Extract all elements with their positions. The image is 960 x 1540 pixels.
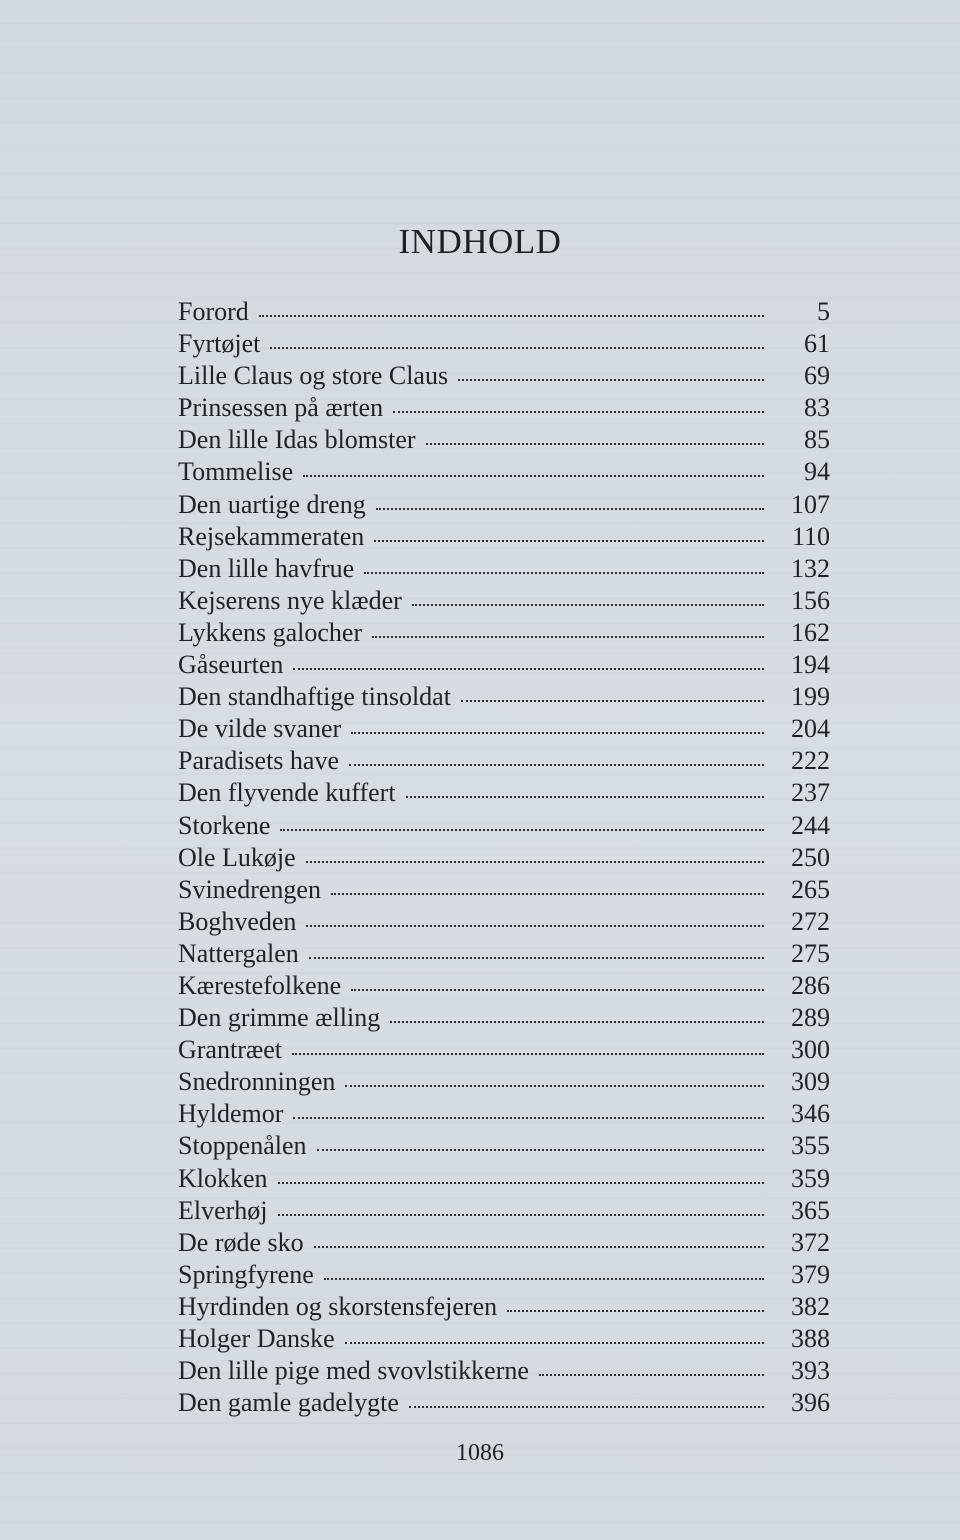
toc-entry [178, 1227, 830, 1259]
dot-leader [458, 379, 764, 381]
toc-entry [178, 681, 830, 713]
dot-leader [314, 1246, 764, 1248]
toc-entry-title: Den standhaftige tinsoldat [178, 682, 451, 712]
toc-entry [178, 521, 830, 553]
toc-entry-page: 379 [791, 1259, 830, 1289]
toc-entry-page: 388 [791, 1324, 830, 1353]
toc-entry [178, 1259, 830, 1291]
toc-entry-title: Den gamle gadelygte [178, 1388, 399, 1418]
toc-entry [178, 970, 830, 1002]
dot-leader [278, 1214, 764, 1216]
dot-leader [303, 475, 764, 477]
dot-leader [345, 1342, 764, 1344]
toc-entry [178, 1163, 830, 1195]
toc-entry [178, 745, 830, 777]
toc-entry-page: 199 [791, 682, 830, 712]
toc-entry-title: Den flyvende kuffert [178, 778, 396, 808]
toc-entry [178, 1130, 830, 1162]
toc-entry-title: Grantræet [178, 1035, 282, 1065]
toc-entry-title: Den lille pige med svovlstikkerne [178, 1356, 529, 1386]
toc-entry [178, 617, 830, 649]
toc-entry-page: 286 [791, 970, 830, 1000]
toc-entry [178, 553, 830, 585]
toc-entry-page: 162 [791, 617, 830, 647]
toc-entry-page: 69 [804, 361, 830, 391]
toc-entry-page: 359 [791, 1163, 830, 1193]
toc-entry [178, 1195, 830, 1227]
toc-entry-page: 365 [791, 1195, 830, 1225]
toc-entry-title: Prinsessen på ærten [178, 393, 384, 423]
toc-entry-title: Nattergalen [178, 938, 299, 968]
toc-entry [178, 360, 830, 392]
dot-leader [461, 700, 764, 702]
toc-entry [178, 842, 830, 874]
dot-leader [292, 1053, 764, 1055]
toc-entry-page: 85 [804, 425, 830, 455]
toc-entry-page: 83 [804, 393, 830, 423]
toc-entry-title: Stoppenålen [178, 1131, 307, 1161]
dot-leader [306, 925, 764, 927]
page-title: INDHOLD [398, 222, 562, 261]
dot-leader [351, 989, 764, 991]
dot-leader [539, 1374, 764, 1376]
toc-entry-page: 237 [791, 778, 830, 808]
toc-entry-page: 194 [791, 650, 830, 680]
toc-entry [178, 392, 830, 424]
dot-leader [426, 443, 764, 445]
dot-leader [412, 604, 764, 606]
toc-entry-title: Den lille Idas blomster [178, 425, 416, 455]
toc-entry-title: Den lille havfrue [178, 553, 355, 583]
dot-leader [372, 636, 764, 638]
toc-entry [178, 328, 830, 360]
dot-leader [306, 861, 764, 863]
toc-entry-page: 244 [791, 810, 830, 840]
toc-entry-page: 250 [791, 842, 830, 872]
toc-entry-title: Svinedrengen [178, 874, 321, 904]
dot-leader [349, 764, 764, 766]
toc-entry-page: 222 [791, 746, 830, 776]
toc-entry-title: Rejsekammeraten [178, 521, 365, 551]
toc-entry [178, 1291, 830, 1323]
toc-entry [178, 1387, 830, 1419]
toc-entry-title: Gåseurten [178, 650, 284, 680]
toc-entry [178, 1066, 830, 1098]
toc-entry [178, 424, 830, 456]
toc-entry [178, 649, 830, 681]
toc-entry-title: Den grimme ælling [178, 1003, 381, 1033]
toc-entry-title: Den uartige dreng [178, 489, 366, 519]
toc-entry-title: De røde sko [178, 1227, 304, 1257]
toc-entry-page: 355 [791, 1131, 830, 1161]
table-of-contents [178, 296, 830, 1419]
toc-entry-page: 204 [791, 714, 830, 744]
toc-entry [178, 713, 830, 745]
toc-entry-page: 94 [804, 457, 830, 487]
toc-entry-title: Fyrtøjet [178, 329, 261, 359]
toc-entry-title: Paradisets have [178, 746, 340, 776]
dot-leader [393, 411, 764, 413]
toc-entry [178, 1034, 830, 1066]
toc-entry-title: Lille Claus og store Claus [178, 361, 449, 391]
dot-leader [345, 1085, 764, 1087]
toc-entry-title: Hyrdinden og skorstensfejeren [178, 1291, 498, 1321]
dot-leader [270, 347, 764, 349]
toc-entry [178, 1002, 830, 1034]
toc-entry-page: 61 [804, 329, 830, 359]
toc-entry-title: Holger Danske [178, 1324, 335, 1353]
toc-entry-title: Ole Lukøje [178, 842, 296, 872]
dot-leader [364, 572, 764, 574]
dot-leader [309, 957, 764, 959]
toc-entry-title: Storkene [178, 810, 271, 840]
toc-entry-page: 107 [791, 489, 830, 519]
dot-leader [406, 796, 764, 798]
toc-entry-title: Forord [178, 297, 249, 326]
toc-entry-page: 346 [791, 1099, 830, 1129]
dot-leader [278, 1182, 764, 1184]
toc-entry [178, 1323, 830, 1355]
dot-leader [293, 668, 764, 670]
toc-entry-title: Kejserens nye klæder [178, 585, 402, 615]
dot-leader [324, 1278, 764, 1280]
dot-leader [376, 508, 764, 510]
toc-entry-page: 110 [791, 521, 830, 551]
dot-leader [507, 1310, 764, 1312]
toc-entry-page: 275 [791, 938, 830, 968]
toc-entry-title: Kærestefolkene [178, 970, 342, 1000]
toc-entry-page: 372 [791, 1227, 830, 1257]
dot-leader [351, 732, 764, 734]
toc-entry [178, 938, 830, 970]
toc-entry [178, 906, 830, 938]
toc-entry-page: 396 [791, 1388, 830, 1418]
toc-entry-page: 132 [791, 553, 830, 583]
toc-entry-page: 156 [791, 585, 830, 615]
toc-entry-title: Boghveden [178, 906, 297, 936]
toc-entry-title: Lykkens galocher [178, 617, 363, 647]
dot-leader [293, 1117, 764, 1119]
toc-entry [178, 1098, 830, 1130]
toc-entry-page: 393 [791, 1356, 830, 1386]
toc-entry-page: 300 [791, 1035, 830, 1065]
dot-leader [374, 540, 764, 542]
toc-entry [178, 1355, 830, 1387]
toc-entry-title: Tommelise [178, 457, 294, 487]
dot-leader [317, 1149, 764, 1151]
toc-entry-title: Springfyrene [178, 1259, 314, 1289]
dot-leader [259, 315, 764, 317]
toc-entry-page: 5 [817, 297, 830, 326]
toc-entry-page: 309 [791, 1067, 830, 1097]
toc-entry-page: 272 [791, 906, 830, 936]
dot-leader [331, 893, 764, 895]
toc-entry-title: Elverhøj [178, 1195, 268, 1225]
toc-entry-page: 289 [791, 1003, 830, 1033]
toc-entry [178, 810, 830, 842]
dot-leader [280, 829, 764, 831]
toc-entry-page: 265 [791, 874, 830, 904]
toc-entry [178, 585, 830, 617]
dot-leader [409, 1406, 764, 1408]
toc-entry [178, 777, 830, 809]
toc-entry-title: De vilde svaner [178, 714, 342, 744]
toc-entry-title: Hyldemor [178, 1099, 284, 1129]
dot-leader [390, 1021, 764, 1023]
toc-entry [178, 296, 830, 328]
toc-entry [178, 489, 830, 521]
toc-entry [178, 456, 830, 488]
page-number: 1086 [456, 1440, 504, 1466]
toc-entry-title: Snedronningen [178, 1067, 336, 1097]
toc-entry-page: 382 [791, 1291, 830, 1321]
toc-entry [178, 874, 830, 906]
toc-entry-title: Klokken [178, 1163, 268, 1193]
